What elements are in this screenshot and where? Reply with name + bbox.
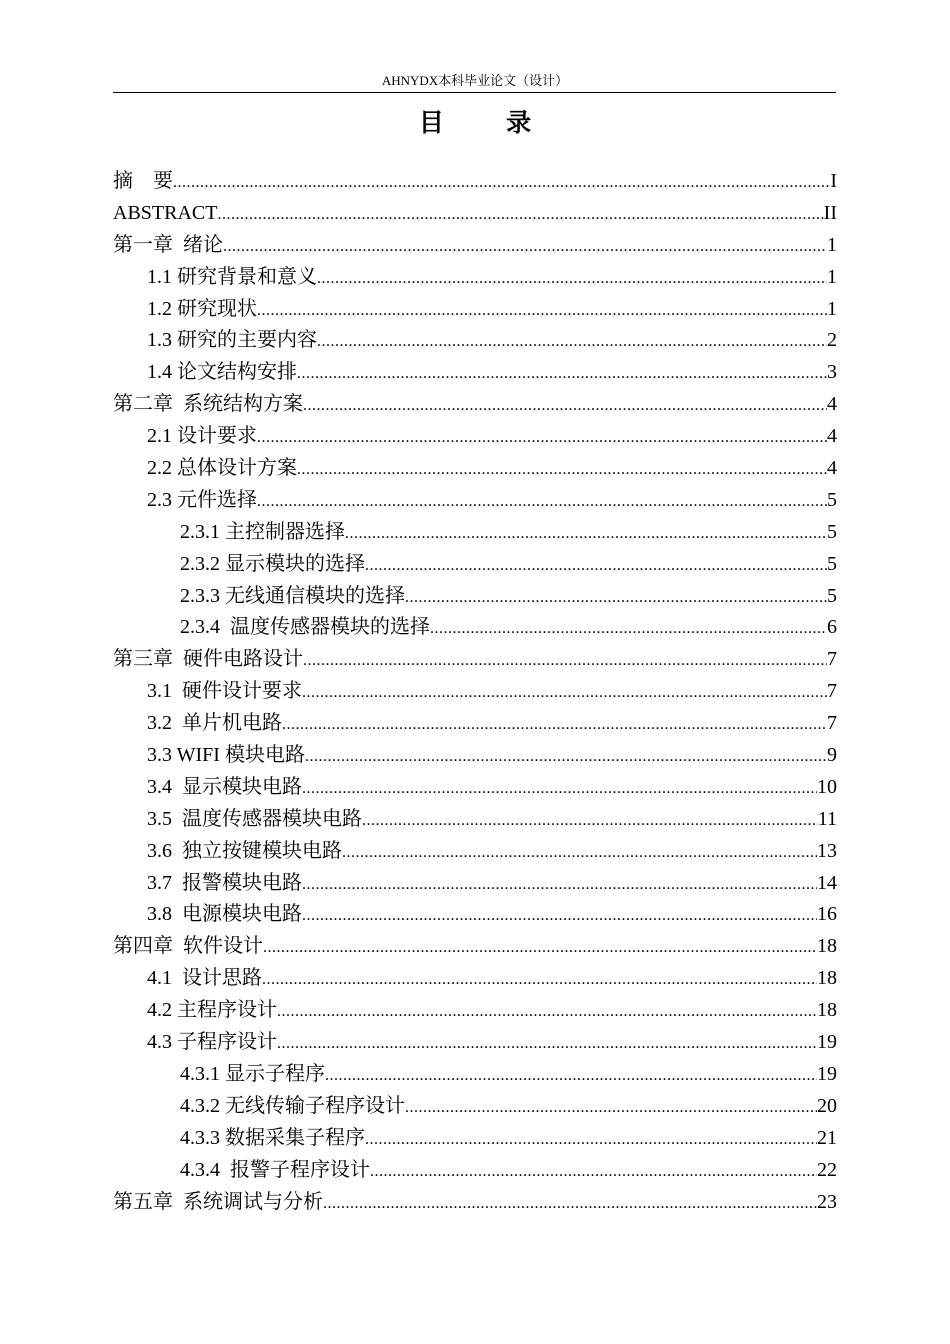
toc-dot-leader: [405, 582, 827, 614]
toc-entry-page: 11: [817, 807, 837, 830]
toc-entry: [113, 1027, 837, 1059]
toc-entry-label: 3.6 独立按键模块电路: [147, 839, 342, 862]
toc-entry-label: 3.2 单片机电路: [147, 712, 282, 735]
toc-entry: [113, 581, 837, 613]
toc-entry-page: 20: [817, 1094, 837, 1117]
toc-entry: [113, 166, 837, 198]
toc-dot-leader: [342, 837, 817, 869]
toc-entry-label: 1.3 研究的主要内容: [147, 329, 317, 352]
toc-entry-page: 19: [817, 1062, 837, 1085]
toc-dot-leader: [257, 422, 827, 454]
toc-entry-label: 4.3.1 显示子程序: [180, 1062, 325, 1085]
toc-entry-label: ABSTRACT: [113, 201, 218, 224]
toc-dot-leader: [302, 900, 817, 932]
toc-dot-leader: [277, 1028, 817, 1060]
toc-entry-page: 4: [827, 393, 837, 416]
toc-dot-leader: [262, 964, 817, 996]
toc-entry-page: 21: [817, 1126, 837, 1149]
toc-entry-label: 第一章 绪论: [113, 233, 223, 256]
toc-dot-leader: [345, 518, 827, 550]
toc-entry-label: 2.3 元件选择: [147, 488, 257, 511]
toc-dot-leader: [277, 996, 817, 1028]
toc-dot-leader: [365, 1124, 817, 1156]
toc-entry-label: 1.4 论文结构安排: [147, 361, 297, 384]
toc-entry-page: 14: [817, 871, 837, 894]
toc-entry-label: 2.3.3 无线通信模块的选择: [180, 584, 405, 607]
toc-entry-label: 4.3.3 数据采集子程序: [180, 1126, 365, 1149]
toc-entry-label: 1.1 研究背景和意义: [147, 265, 317, 288]
toc-entry: [113, 740, 837, 772]
toc-entry: [113, 421, 837, 453]
toc-entry: [113, 868, 837, 900]
toc-entry-page: 9: [827, 744, 837, 767]
toc-dot-leader: [263, 932, 817, 964]
toc-dot-leader: [362, 805, 818, 837]
toc-entry-page: 18: [817, 967, 837, 990]
toc-entry-page: 5: [827, 488, 837, 511]
toc-entry-page: 3: [827, 361, 837, 384]
toc-entry-label: 2.1 设计要求: [147, 425, 257, 448]
toc-dot-leader: [297, 358, 827, 390]
toc-entry: [113, 517, 837, 549]
toc-entry-page: 1: [827, 297, 837, 320]
toc-entry-page: 5: [827, 520, 837, 543]
toc-entry-page: 7: [827, 648, 837, 671]
toc-entry: [113, 772, 837, 804]
toc-dot-leader: [303, 390, 827, 422]
toc-entry-label: 4.3.2 无线传输子程序设计: [180, 1094, 405, 1117]
toc-dot-leader: [317, 326, 827, 358]
toc-entry: [113, 453, 837, 485]
toc-entry-label: 第三章 硬件电路设计: [113, 648, 303, 671]
toc-entry: [113, 294, 837, 326]
toc-entry: [113, 485, 837, 517]
toc-entry: [113, 1059, 837, 1091]
toc-dot-leader: [302, 773, 817, 805]
toc-entry-page: II: [823, 201, 837, 224]
toc-entry-label: 4.3.4 报警子程序设计: [180, 1158, 370, 1181]
toc-entry-label: 3.5 温度传感器模块电路: [147, 807, 362, 830]
toc-entry-label: 3.8 电源模块电路: [147, 903, 302, 926]
toc-dot-leader: [430, 613, 827, 645]
toc-dot-leader: [217, 199, 823, 231]
toc-entry: [113, 644, 837, 676]
toc-entry: [113, 899, 837, 931]
toc-entry: [113, 612, 837, 644]
toc-entry-page: 2: [827, 329, 837, 352]
toc-dot-leader: [325, 1060, 817, 1092]
toc-entry-page: 10: [817, 775, 837, 798]
toc-entry-label: 4.1 设计思路: [147, 967, 262, 990]
running-header: AHNYDX本科毕业论文（设计）: [381, 73, 569, 88]
toc-dot-leader: [405, 1092, 817, 1124]
toc-dot-leader: [257, 295, 827, 327]
toc-dot-leader: [370, 1156, 817, 1188]
toc-entry: [113, 549, 837, 581]
toc-entry-page: 18: [817, 999, 837, 1022]
toc-entry-page: 5: [827, 552, 837, 575]
toc-entry-page: 7: [827, 680, 837, 703]
toc-entry-page: 1: [827, 233, 837, 256]
toc-entry-page: 7: [827, 712, 837, 735]
toc-entry-label: 3.4 显示模块电路: [147, 775, 302, 798]
toc-entry: [113, 931, 837, 963]
toc-entry-label: 2.3.2 显示模块的选择: [180, 552, 365, 575]
toc-entry-page: 19: [817, 1031, 837, 1054]
toc-dot-leader: [302, 869, 817, 901]
toc-entry-page: 4: [827, 457, 837, 480]
toc-entry-label: 第四章 软件设计: [113, 935, 263, 958]
toc-entry-label: 2.2 总体设计方案: [147, 457, 297, 480]
toc-entry: [113, 1155, 837, 1187]
toc-entry-label: 4.3 子程序设计: [147, 1031, 277, 1054]
toc-entry-label: 1.2 研究现状: [147, 297, 257, 320]
toc-list: [113, 166, 837, 1218]
toc-dot-leader: [223, 231, 827, 263]
toc-entry-label: 第五章 系统调试与分析: [113, 1190, 323, 1213]
toc-dot-leader: [305, 741, 827, 773]
toc-entry-page: 1: [827, 265, 837, 288]
toc-entry: [113, 995, 837, 1027]
toc-entry: [113, 1123, 837, 1155]
toc-entry-label: 3.3 WIFI 模块电路: [147, 744, 305, 767]
toc-entry-page: 18: [817, 935, 837, 958]
toc-entry: [113, 230, 837, 262]
toc-entry: [113, 198, 837, 230]
toc-dot-leader: [323, 1188, 817, 1220]
toc-dot-leader: [173, 167, 830, 199]
toc-entry: [113, 1091, 837, 1123]
toc-dot-leader: [365, 550, 827, 582]
toc-entry: [113, 325, 837, 357]
toc-dot-leader: [297, 454, 827, 486]
toc-entry-page: 6: [827, 616, 837, 639]
toc-entry: [113, 389, 837, 421]
toc-entry-label: 3.1 硬件设计要求: [147, 680, 302, 703]
toc-entry-label: 3.7 报警模块电路: [147, 871, 302, 894]
toc-dot-leader: [303, 645, 827, 677]
toc-entry: [113, 836, 837, 868]
toc-dot-leader: [282, 709, 827, 741]
toc-entry-page: I: [830, 170, 837, 192]
toc-entry-page: 5: [827, 584, 837, 607]
toc-entry: [113, 262, 837, 294]
toc-entry-label: 第二章 系统结构方案: [113, 393, 303, 416]
toc-entry-label: 2.3.1 主控制器选择: [180, 520, 345, 543]
toc-entry: [113, 1187, 837, 1219]
toc-entry-page: 4: [827, 425, 837, 448]
toc-dot-leader: [302, 677, 827, 709]
toc-entry-label: 摘 要: [113, 170, 173, 192]
toc-dot-leader: [257, 486, 827, 518]
toc-entry-page: 23: [817, 1190, 837, 1213]
toc-entry-page: 22: [817, 1158, 837, 1181]
toc-entry-label: 2.3.4 温度传感器模块的选择: [180, 616, 430, 639]
header-rule: [113, 92, 836, 93]
toc-entry: [113, 676, 837, 708]
toc-entry-label: 4.2 主程序设计: [147, 999, 277, 1022]
toc-title: 目 录: [418, 110, 560, 137]
toc-entry-page: 16: [817, 903, 837, 926]
toc-dot-leader: [317, 263, 827, 295]
toc-entry: [113, 963, 837, 995]
toc-entry: [113, 708, 837, 740]
toc-entry-page: 13: [817, 839, 837, 862]
toc-entry: [113, 357, 837, 389]
toc-entry: [113, 804, 837, 836]
